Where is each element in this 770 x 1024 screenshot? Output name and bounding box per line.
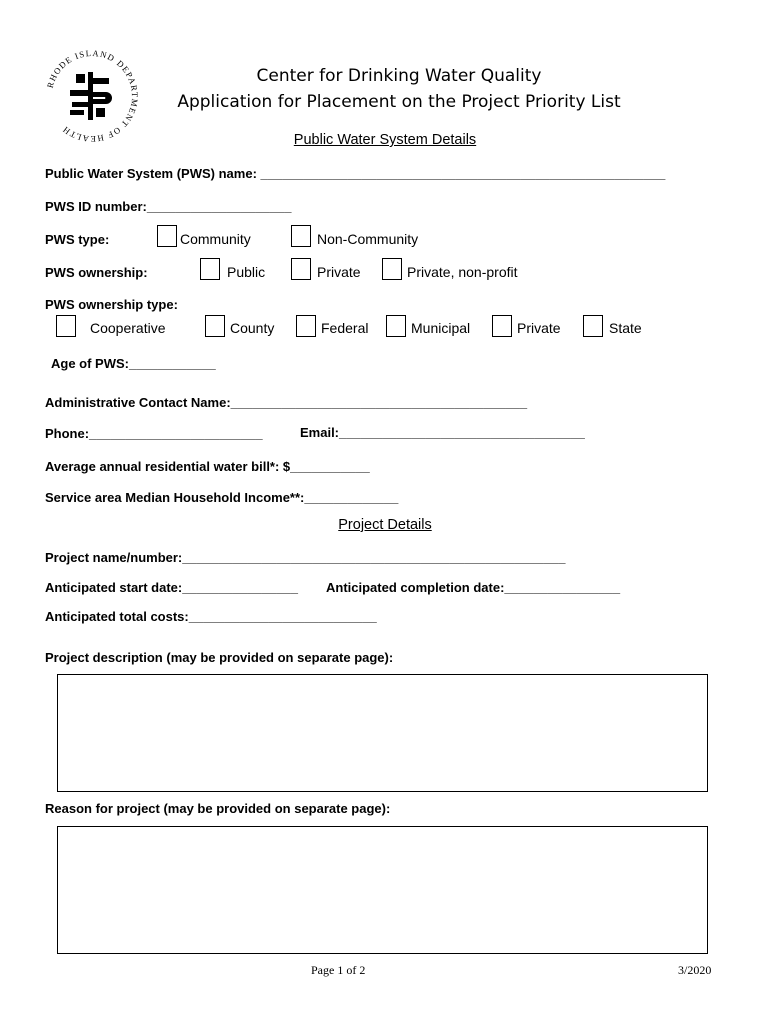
page-subtitle: Application for Placement on the Project Priority List	[177, 92, 621, 112]
option-private: Private	[317, 264, 361, 280]
age-of-pws-field[interactable]: Age of PWS:____________	[51, 356, 216, 371]
water-bill-field[interactable]: Average annual residential water bill*: $___________	[45, 459, 370, 474]
pws-ownership-type-label: PWS ownership type:	[45, 297, 178, 312]
revision-date: 3/2020	[678, 963, 712, 977]
project-name-field[interactable]: Project name/number:_____________________________________________________	[45, 550, 566, 565]
option-community: Community	[180, 231, 251, 247]
checkbox-private-non-profit[interactable]	[382, 258, 402, 280]
checkbox-state[interactable]	[583, 315, 603, 337]
option-state: State	[609, 320, 642, 336]
checkbox-public[interactable]	[200, 258, 220, 280]
checkbox-federal[interactable]	[296, 315, 316, 337]
project-description-textarea[interactable]	[57, 674, 708, 792]
checkbox-cooperative[interactable]	[56, 315, 76, 337]
pws-id-field[interactable]: PWS ID number:____________________	[45, 199, 292, 214]
option-non-community: Non-Community	[317, 231, 419, 247]
option-public: Public	[227, 264, 266, 280]
phone-field[interactable]: Phone:________________________	[45, 426, 263, 441]
pws-name-field[interactable]: Public Water System (PWS) name: ________________________________________________________	[45, 166, 666, 181]
option-cooperative: Cooperative	[90, 320, 166, 336]
page-number: Page 1 of 2	[311, 963, 366, 977]
start-date-field[interactable]: Anticipated start date:________________	[45, 580, 298, 595]
reason-textarea[interactable]	[57, 826, 708, 954]
checkbox-county[interactable]	[205, 315, 225, 337]
checkbox-community[interactable]	[157, 225, 177, 247]
checkbox-non-community[interactable]	[291, 225, 311, 247]
reason-label: Reason for project (may be provided on separate page):	[45, 801, 391, 816]
checkbox-private-ownership[interactable]	[492, 315, 512, 337]
page-title: Center for Drinking Water Quality	[256, 66, 542, 86]
project-description-label: Project description (may be provided on separate page):	[45, 650, 394, 665]
completion-date-field[interactable]: Anticipated completion date:________________	[326, 580, 621, 595]
checkbox-municipal[interactable]	[386, 315, 406, 337]
option-private-non-profit: Private, non-profit	[407, 264, 518, 280]
option-federal: Federal	[321, 320, 369, 336]
checkbox-private[interactable]	[291, 258, 311, 280]
section-heading-project: Project Details	[338, 517, 432, 533]
seal-ring-text: RHODE ISLAND DEPARTMENT OF HEALTH	[44, 47, 141, 145]
option-municipal: Municipal	[411, 320, 471, 336]
total-costs-field[interactable]: Anticipated total costs:__________________________	[45, 609, 377, 624]
option-private-ownership: Private	[517, 320, 561, 336]
section-heading-pws: Public Water System Details	[293, 132, 477, 148]
pws-ownership-label: PWS ownership:	[45, 265, 148, 280]
admin-contact-field[interactable]: Administrative Contact Name:_________________________________________	[45, 395, 528, 410]
email-field[interactable]: Email:__________________________________	[300, 425, 585, 440]
median-income-field[interactable]: Service area Median Household Income**:_____________	[45, 490, 399, 505]
pws-type-label: PWS type:	[45, 232, 110, 247]
option-county: County	[230, 320, 275, 336]
